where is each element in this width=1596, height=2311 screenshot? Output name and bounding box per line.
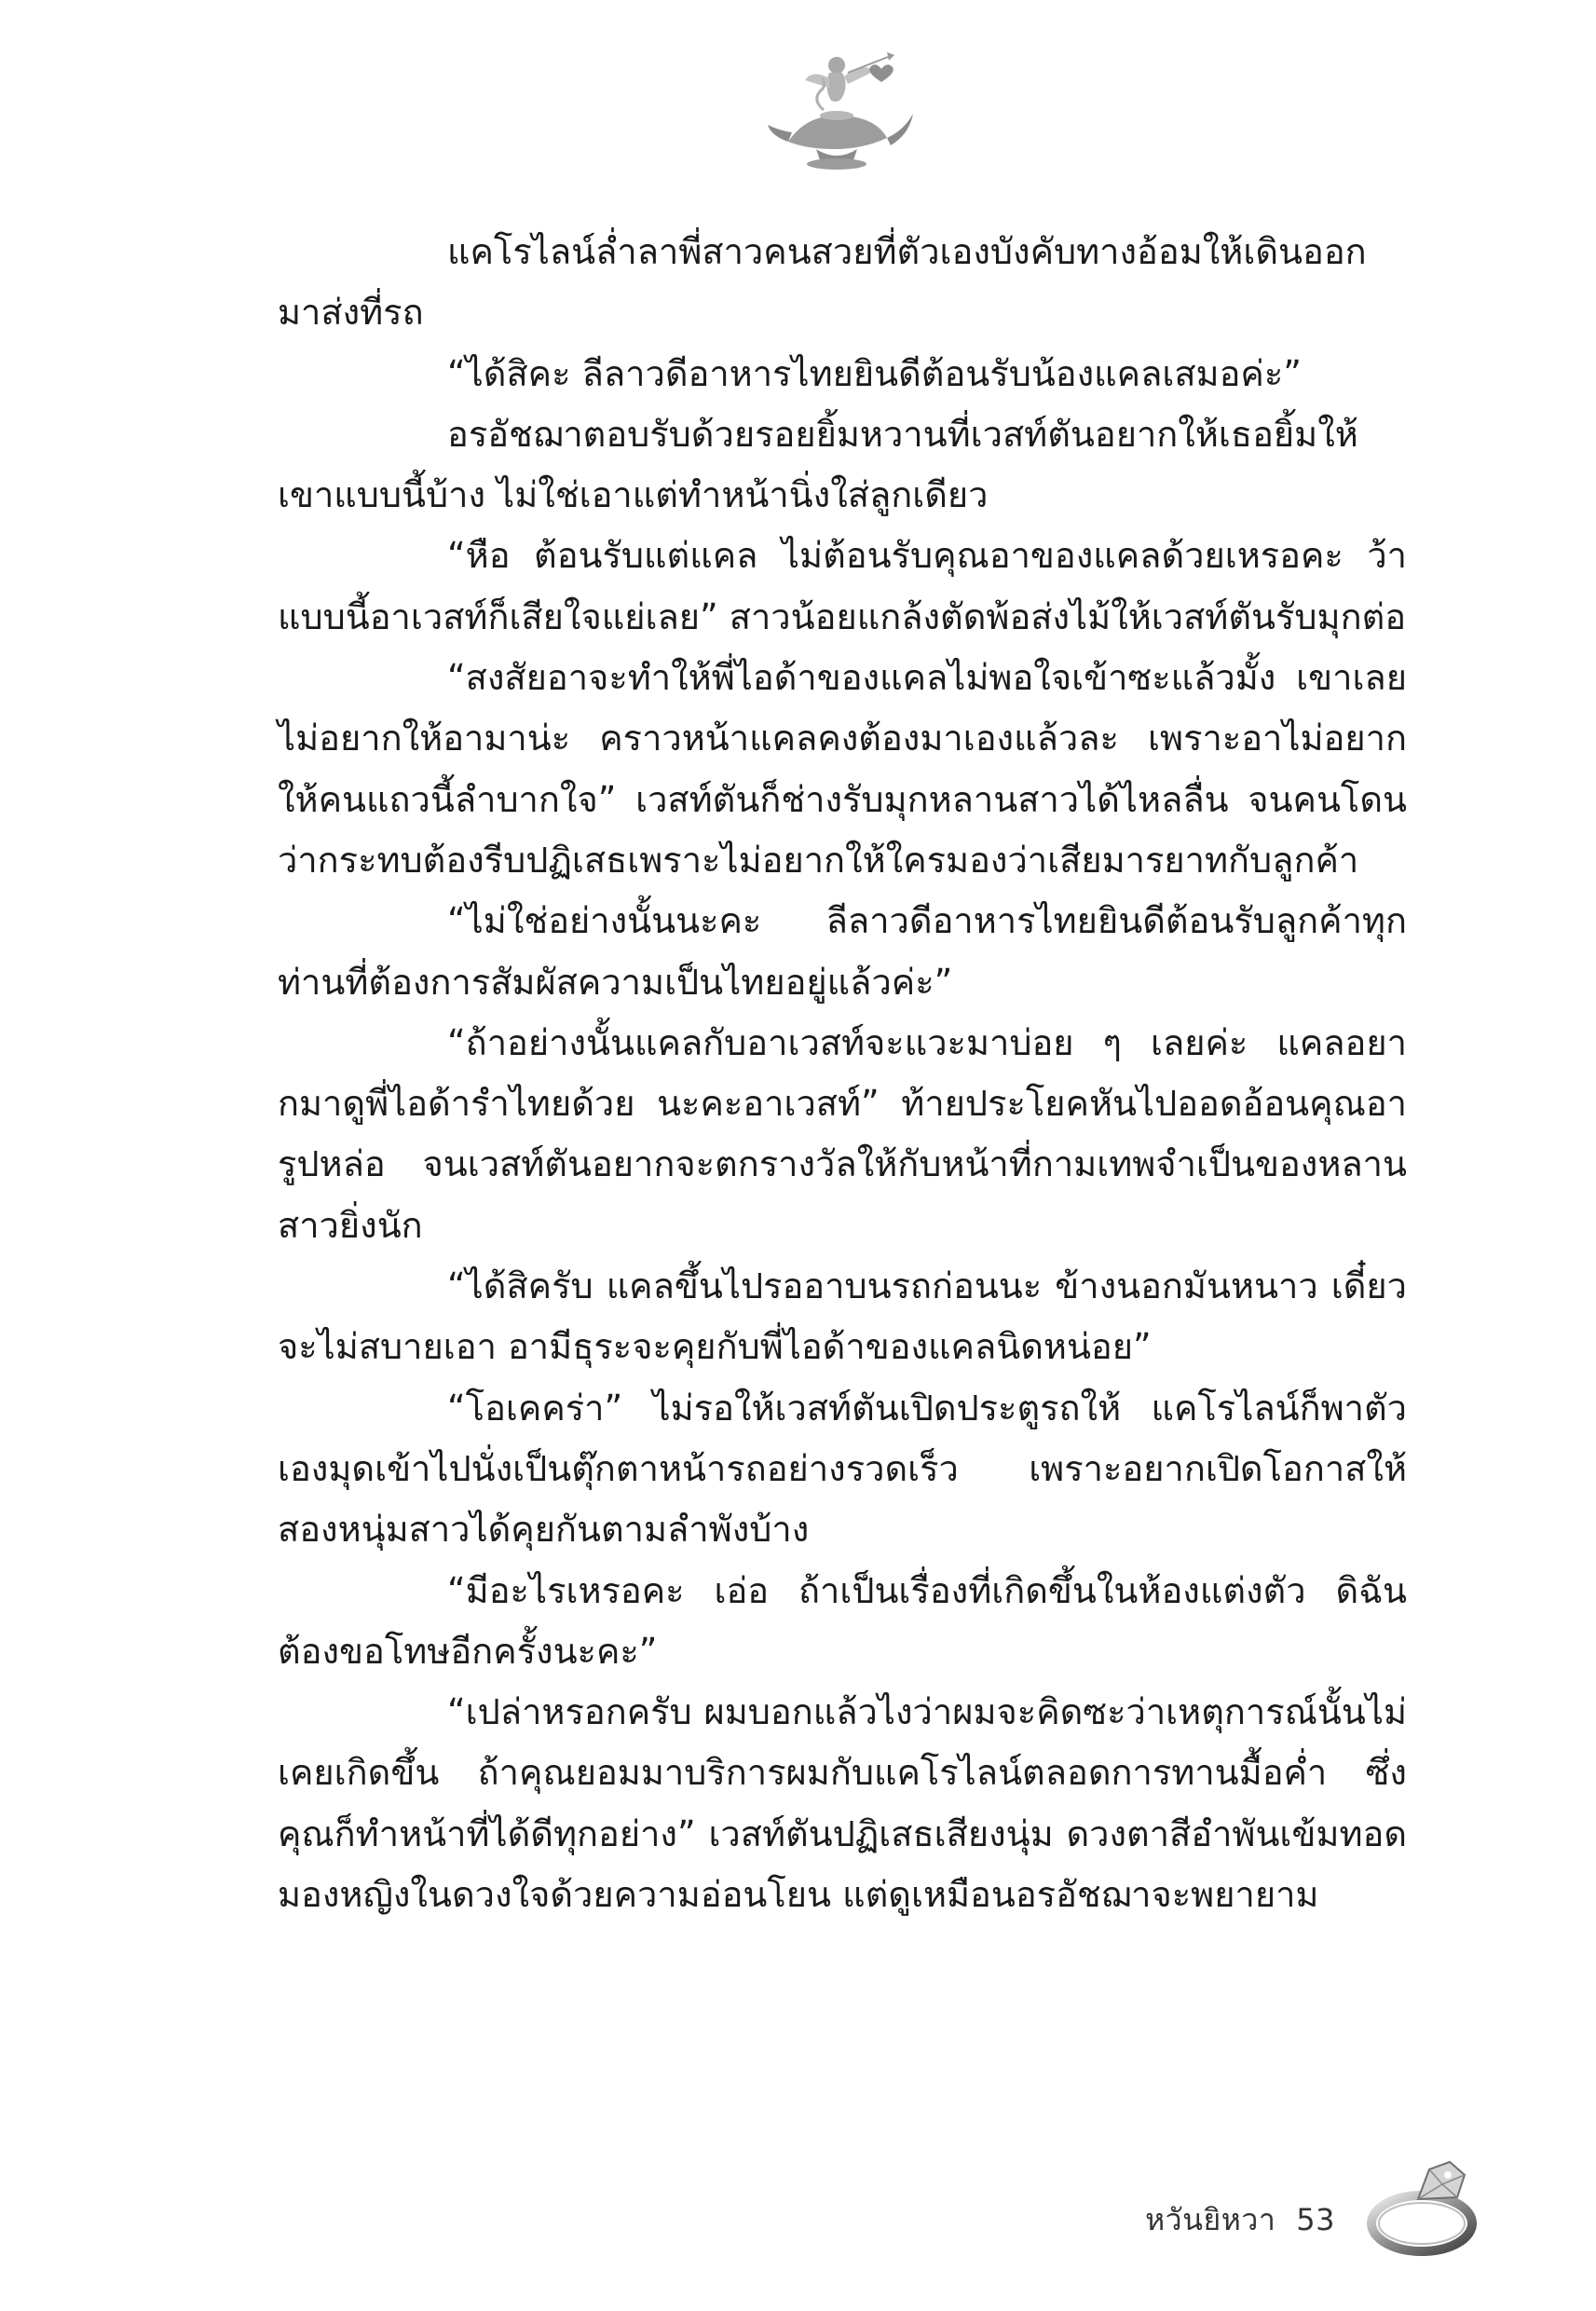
- paragraph: “หือ ต้อนรับแต่แคล ไม่ต้อนรับคุณอาของแคลด้วยเหรอคะ ว้าแบบนี้อาเวสท์ก็เสียใจแย่เลย” สาวน้อยแกล้งตัดพ้อส่งไม้ให้เวสท์ตันรับมุกต่อ: [278, 535, 1407, 637]
- cupid-teapot-ornament-icon: [751, 45, 919, 185]
- paragraph: “ได้สิคะ ลีลาวดีอาหารไทยยินดีต้อนรับน้องแคลเสมอค่ะ”: [447, 352, 1302, 394]
- paragraph: อรอัชฌาตอบรับด้วยรอยยิ้มหวานที่เวสท์ตันอยากให้เธอยิ้มให้เขาแบบนี้บ้าง ไม่ใช่เอาแต่ทำหน้านิ่งใส่ลูกเดียว: [278, 413, 1358, 516]
- paragraph: “ถ้าอย่างนั้นแคลกับอาเวสท์จะแวะมาบ่อย ๆ เลยค่ะ แคลอยากมาดูพี่ไอด้ารำไทยด้วย นะคะอาเวสท์” ท้ายประโยคหันไปออดอ้อนคุณอารูปหล่อ จนเวสท์ตันอยากจะตกรางวัลให้กับหน้าที่กามเทพจำเป็นของหลานสาวยิ่งนัก: [278, 1021, 1407, 1246]
- paragraph: “โอเคคร่า” ไม่รอให้เวสท์ตันเปิดประตูรถให้ แคโรไลน์ก็พาตัวเองมุดเข้าไปนั่งเป็นตุ๊กตาหน้ารถอย่างรวดเร็ว เพราะอยากเปิดโอกาสให้สองหนุ่มสาวได้คุยกันตามลำพังบ้าง: [278, 1387, 1407, 1551]
- page-footer: [1145, 2196, 1335, 2244]
- paragraph: “สงสัยอาจะทำให้พี่ไอด้าของแคลไม่พอใจเข้าซะแล้วมั้ง เขาเลยไม่อยากให้อามาน่ะ คราวหน้าแคลคงต้องมาเองแล้วละ เพราะอาไม่อยากให้คนแถวนี้ลำบากใจ” เวสท์ตันก็ช่างรับมุกหลานสาวได้ไหลลื่น จนคนโดนว่ากระทบต้องรีบปฏิเสธเพราะไม่อยากให้ใครมองว่าเสียมารยาทกับลูกค้า: [278, 657, 1407, 881]
- paragraph: “ไม่ใช่อย่างนั้นนะคะ ลีลาวดีอาหารไทยยินดีต้อนรับลูกค้าทุกท่านที่ต้องการสัมผัสความเป็นไทยอยู่แล้วค่ะ”: [278, 900, 1407, 1003]
- paragraph: “เปล่าหรอกครับ ผมบอกแล้วไงว่าผมจะคิดซะว่าเหตุการณ์นั้นไม่เคยเกิดขึ้น ถ้าคุณยอมมาบริการผมกับแคโรไลน์ตลอดการทานมื้อค่ำ ซึ่งคุณก็ทำหน้าที่ได้ดีทุกอย่าง” เวสท์ตันปฏิเสธเสียงนุ่ม ดวงตาสีอำพันเข้มทอดมองหญิงในดวงใจด้วยความอ่อนโยน แต่ดูเหมือนอรอัชฌาจะพยายาม: [278, 1691, 1407, 1916]
- paragraph: แคโรไลน์ล่ำลาพี่สาวคนสวยที่ตัวเองบังคับทางอ้อมให้เดินออกมาส่งที่รถ: [278, 231, 1367, 334]
- diamond-ring-icon: [1360, 2143, 1491, 2264]
- book-title: หวันยิหวา: [1145, 2202, 1276, 2237]
- paragraph: “มีอะไรเหรอคะ เอ่อ ถ้าเป็นเรื่องที่เกิดขึ้นในห้องแต่งตัว ดิฉันต้องขอโทษอีกครั้งนะคะ”: [278, 1569, 1407, 1672]
- body-text: [278, 222, 1407, 1925]
- page-number: 53: [1296, 2202, 1335, 2237]
- paragraph: “ได้สิครับ แคลขึ้นไปรออาบนรถก่อนนะ ข้างนอกมันหนาว เดี๋ยวจะไม่สบายเอา อามีธุระจะคุยกับพี่ไอด้าของแคลนิดหน่อย”: [278, 1265, 1407, 1368]
